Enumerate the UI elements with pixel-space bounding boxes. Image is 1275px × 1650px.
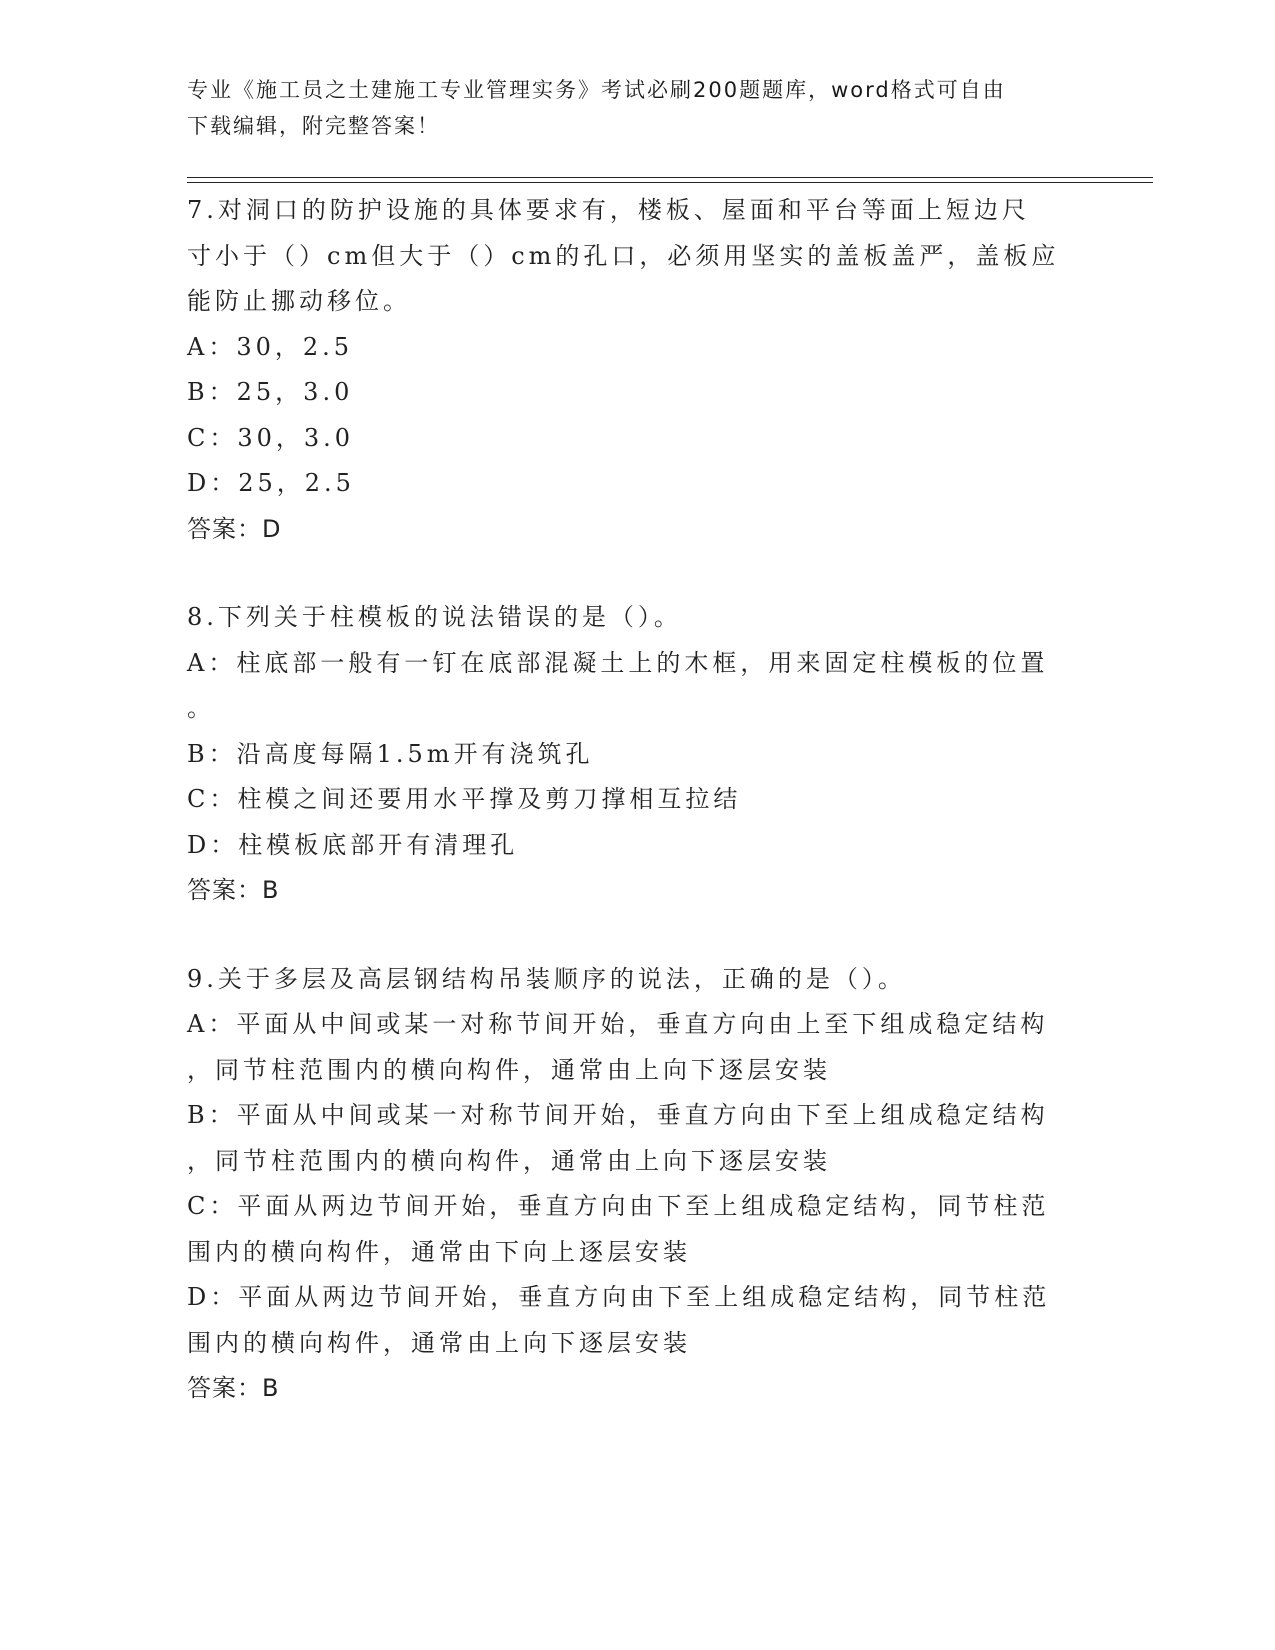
- answer: 答案：B: [187, 876, 280, 904]
- question-stem: 能防止挪动移位。: [187, 287, 411, 315]
- question-stem: 寸小于（）cm但大于（）cm的孔口，必须用坚实的盖板盖严，盖板应: [187, 241, 1060, 270]
- question-stem: 7.对洞口的防护设施的具体要求有，楼板、屋面和平台等面上短边尺: [187, 196, 1030, 224]
- option-b: B：平面从中间或某一对称节间开始，垂直方向由下至上组成稳定结构: [187, 1101, 1049, 1129]
- answer: 答案：D: [187, 514, 282, 543]
- header-rule-bottom: [187, 182, 1153, 183]
- question-list: [187, 188, 1067, 1412]
- option-b: B：沿高度每隔1.5m开有浇筑孔: [187, 739, 594, 768]
- question-9: [187, 957, 1067, 1412]
- question-7: [187, 188, 1067, 552]
- option-a: A：柱底部一般有一钉在底部混凝土上的木框，用来固定柱模板的位置: [187, 648, 1049, 677]
- option-a-continued: 。: [187, 694, 215, 722]
- option-b-continued: ，同节柱范围内的横向构件，通常由上向下逐层安装: [187, 1146, 831, 1175]
- option-d: D：平面从两边节间开始，垂直方向由下至上组成稳定结构，同节柱范: [187, 1283, 1051, 1311]
- option-a: A：平面从中间或某一对称节间开始，垂直方向由上至下组成稳定结构: [187, 1010, 1049, 1038]
- option-c-continued: 围内的横向构件，通常由下向上逐层安装: [187, 1237, 691, 1266]
- spacer: [187, 552, 1067, 595]
- document-header: [187, 72, 1067, 144]
- header-rule-top: [187, 177, 1153, 178]
- question-stem: 9.关于多层及高层钢结构吊装顺序的说法，正确的是（）。: [187, 964, 906, 993]
- option-c: C：柱模之间还要用水平撑及剪刀撑相互拉结: [187, 785, 742, 813]
- option-d-continued: 围内的横向构件，通常由上向下逐层安装: [187, 1328, 691, 1357]
- spacer: [187, 914, 1067, 957]
- question-8: [187, 595, 1067, 914]
- option-c: C：30，3.0: [187, 423, 355, 452]
- header-line-2: 下载编辑，附完整答案！: [187, 114, 440, 138]
- option-c: C：平面从两边节间开始，垂直方向由下至上组成稳定结构，同节柱范: [187, 1192, 1050, 1220]
- option-a: A：30，2.5: [187, 332, 354, 361]
- option-b: B：25，3.0: [187, 378, 354, 406]
- option-d: D：柱模板底部开有清理孔: [187, 830, 519, 859]
- question-stem: 8.下列关于柱模板的说法错误的是（）。: [187, 603, 682, 631]
- answer: 答案：B: [187, 1374, 280, 1402]
- header-line-1: 专业《施工员之土建施工专业管理实务》考试必刷200题题库，word格式可自由: [187, 78, 1006, 102]
- option-a-continued: ，同节柱范围内的横向构件，通常由上向下逐层安装: [187, 1055, 831, 1084]
- option-d: D：25，2.5: [187, 469, 355, 497]
